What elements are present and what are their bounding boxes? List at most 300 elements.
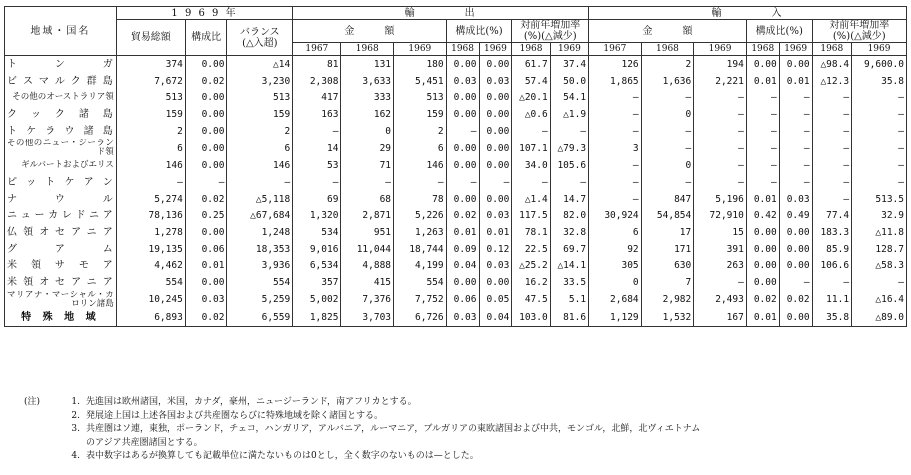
cell-i67: 1,865: [589, 73, 642, 90]
trade-table: [4, 6, 907, 327]
cell-total: 5,274: [116, 191, 185, 208]
cell-i67: —: [589, 174, 642, 191]
cell-e68: 951: [341, 224, 394, 241]
cell-e68: 333: [341, 89, 394, 106]
footnote-number: [60, 437, 86, 451]
cell-share: 0.03: [185, 291, 227, 309]
cell-total: 4,462: [116, 258, 185, 275]
cell-ig69: —: [852, 274, 907, 291]
cell-balance: 6,559: [227, 309, 293, 326]
cell-i67: 3: [589, 139, 642, 157]
cell-is69: —: [779, 139, 812, 157]
region-name: ビスマルク群島: [5, 73, 117, 90]
cell-es69: 0.00: [479, 106, 512, 123]
cell-eg69: △14.1: [550, 258, 588, 275]
table-row: [5, 157, 907, 174]
table-row: [5, 224, 907, 241]
cell-total: —: [116, 174, 185, 191]
footnote-text: 表中数字はあるが換算しても記載単位に満たないものは0とし，全く数字のないものは—とした。: [86, 451, 479, 461]
cell-share: 0.02: [185, 309, 227, 326]
cell-balance: 513: [227, 89, 293, 106]
cell-share: 0.00: [185, 106, 227, 123]
cell-eg68: 107.1: [512, 139, 550, 157]
cell-ig68: 11.1: [812, 291, 851, 309]
cell-e69: 78: [394, 191, 447, 208]
region-name: ト ケ ラ ウ 諸 島: [5, 123, 117, 140]
cell-eg69: 54.1: [550, 89, 588, 106]
table-row: [5, 174, 907, 191]
table-row: [5, 123, 907, 140]
cell-is68: —: [746, 89, 779, 106]
cell-e67: 1,320: [293, 208, 341, 225]
cell-e68: 11,044: [341, 241, 394, 258]
year-header: 1968: [512, 43, 550, 56]
cell-es68: 0.01: [446, 224, 479, 241]
cell-total: 513: [116, 89, 185, 106]
cell-e69: 4,199: [394, 258, 447, 275]
cell-ig69: —: [852, 106, 907, 123]
cell-is68: 0.00: [746, 274, 779, 291]
cell-i68: 171: [641, 241, 694, 258]
cell-es69: 0.03: [479, 208, 512, 225]
year-header: 1969: [694, 43, 747, 56]
table-row: [5, 191, 907, 208]
cell-i69: 72,910: [694, 208, 747, 225]
cell-ig69: 128.7: [852, 241, 907, 258]
region-name: 仏領オセアニア: [5, 224, 117, 241]
cell-ig68: △98.4: [812, 56, 851, 73]
cell-ig68: —: [812, 274, 851, 291]
cell-es68: 0.00: [446, 191, 479, 208]
cell-e67: 9,016: [293, 241, 341, 258]
cell-share: 0.02: [185, 73, 227, 90]
cell-es68: 0.03: [446, 309, 479, 326]
table-row: [5, 258, 907, 275]
cell-e69: 146: [394, 157, 447, 174]
cell-eg69: △1.9: [550, 106, 588, 123]
cell-eg68: △25.2: [512, 258, 550, 275]
cell-es69: 0.00: [479, 274, 512, 291]
cell-i68: 2,982: [641, 291, 694, 309]
footnote: [24, 437, 904, 451]
cell-balance: 6: [227, 139, 293, 157]
cell-es69: 0.03: [479, 258, 512, 275]
cell-e69: 180: [394, 56, 447, 73]
cell-i68: 1,636: [641, 73, 694, 90]
cell-e68: 71: [341, 157, 394, 174]
header-share: 構成比: [185, 20, 227, 56]
cell-ig69: △58.3: [852, 258, 907, 275]
cell-ig69: △16.4: [852, 291, 907, 309]
cell-is68: —: [746, 139, 779, 157]
cell-i68: 54,854: [641, 208, 694, 225]
region-name: ト ン ガ: [5, 56, 117, 73]
cell-e69: 6: [394, 139, 447, 157]
table-row: [5, 208, 907, 225]
header-balance: バランス (△入超): [227, 20, 293, 56]
cell-total: 19,135: [116, 241, 185, 258]
cell-is69: 0.49: [779, 208, 812, 225]
cell-ig68: 106.6: [812, 258, 851, 275]
cell-es69: —: [479, 174, 512, 191]
cell-es68: 0.00: [446, 139, 479, 157]
cell-es69: 0.00: [479, 89, 512, 106]
cell-e67: 534: [293, 224, 341, 241]
cell-eg69: 81.6: [550, 309, 588, 326]
cell-is68: 0.01: [746, 191, 779, 208]
cell-total: 6,893: [116, 309, 185, 326]
cell-es69: 0.12: [479, 241, 512, 258]
cell-balance: 159: [227, 106, 293, 123]
cell-e68: 0: [341, 123, 394, 140]
cell-i68: —: [641, 123, 694, 140]
cell-eg68: 57.4: [512, 73, 550, 90]
cell-eg68: △20.1: [512, 89, 550, 106]
cell-e67: 417: [293, 89, 341, 106]
cell-i67: 6: [589, 224, 642, 241]
cell-e67: 81: [293, 56, 341, 73]
year-header: 1969: [550, 43, 588, 56]
footnote-text: 先進国は欧州諸国，米国，カナダ，豪州，ニュージーランド，南アフリカとする。: [86, 397, 417, 407]
region-name: その他のニュー・ジーランド領: [5, 139, 117, 157]
cell-e67: 5,002: [293, 291, 341, 309]
cell-i67: 0: [589, 274, 642, 291]
cell-balance: 18,353: [227, 241, 293, 258]
cell-total: 2: [116, 123, 185, 140]
header-export-share: 構成比(%): [446, 20, 512, 43]
table-row: [5, 89, 907, 106]
table-row: [5, 56, 907, 73]
cell-eg68: △0.6: [512, 106, 550, 123]
cell-is68: 0.01: [746, 309, 779, 326]
cell-e69: 2: [394, 123, 447, 140]
cell-es68: —: [446, 174, 479, 191]
cell-is68: 0.01: [746, 73, 779, 90]
cell-eg69: 33.5: [550, 274, 588, 291]
region-name: ピ ッ ト ケ ア ン: [5, 174, 117, 191]
cell-e68: 3,633: [341, 73, 394, 90]
cell-i67: 1,129: [589, 309, 642, 326]
cell-es68: 0.03: [446, 73, 479, 90]
cell-ig68: 183.3: [812, 224, 851, 241]
cell-eg69: 14.7: [550, 191, 588, 208]
cell-i68: 0: [641, 106, 694, 123]
region-name: マリアナ・マーシャル・カロリン諸島: [5, 291, 117, 309]
table-row: [5, 274, 907, 291]
cell-e69: 554: [394, 274, 447, 291]
cell-is69: 0.00: [779, 309, 812, 326]
cell-ig68: —: [812, 89, 851, 106]
year-header: 1968: [812, 43, 851, 56]
cell-ig68: —: [812, 139, 851, 157]
region-name: グ ア ム: [5, 241, 117, 258]
footnote-number: 3.: [71, 424, 80, 434]
cell-i69: —: [694, 139, 747, 157]
cell-eg69: 37.4: [550, 56, 588, 73]
cell-balance: 2: [227, 123, 293, 140]
footnotes: [24, 396, 904, 464]
cell-eg69: 5.1: [550, 291, 588, 309]
cell-e69: 5,226: [394, 208, 447, 225]
cell-i69: —: [694, 89, 747, 106]
cell-total: 6: [116, 139, 185, 157]
cell-i68: 1,532: [641, 309, 694, 326]
cell-ig69: △11.8: [852, 224, 907, 241]
cell-eg69: 50.0: [550, 73, 588, 90]
region-name: ニューカレドニア: [5, 208, 117, 225]
footnote-number: 4.: [71, 451, 80, 461]
cell-balance: 5,259: [227, 291, 293, 309]
cell-is68: 0.00: [746, 241, 779, 258]
cell-es69: 0.05: [479, 291, 512, 309]
cell-es68: 0.00: [446, 89, 479, 106]
cell-i68: —: [641, 89, 694, 106]
region-name: ナ ウ ル: [5, 191, 117, 208]
cell-e68: 68: [341, 191, 394, 208]
footnote-label: (注): [24, 397, 41, 407]
cell-eg69: 32.8: [550, 224, 588, 241]
cell-es69: 0.01: [479, 224, 512, 241]
cell-ig68: —: [812, 123, 851, 140]
cell-es68: 0.02: [446, 208, 479, 225]
footnote: [24, 450, 904, 464]
region-name: その他のオーストラリア領: [5, 89, 117, 106]
cell-eg69: 82.0: [550, 208, 588, 225]
year-header: 1969: [852, 43, 907, 56]
cell-is69: 0.03: [779, 191, 812, 208]
cell-e67: 6,534: [293, 258, 341, 275]
cell-is68: —: [746, 174, 779, 191]
cell-e69: 18,744: [394, 241, 447, 258]
header-trade-total: 貿易総額: [116, 20, 185, 56]
cell-i67: 30,924: [589, 208, 642, 225]
cell-e69: 7,752: [394, 291, 447, 309]
cell-es68: 0.06: [446, 291, 479, 309]
footnote: [24, 410, 904, 424]
cell-e67: 1,825: [293, 309, 341, 326]
cell-share: 0.00: [185, 123, 227, 140]
cell-is68: 0.42: [746, 208, 779, 225]
cell-ig69: 35.8: [852, 73, 907, 90]
cell-is69: —: [779, 174, 812, 191]
cell-i67: —: [589, 123, 642, 140]
cell-share: 0.00: [185, 274, 227, 291]
cell-e68: 162: [341, 106, 394, 123]
year-header: 1968: [641, 43, 694, 56]
cell-es68: 0.00: [446, 106, 479, 123]
cell-i69: 391: [694, 241, 747, 258]
cell-ig68: △12.3: [812, 73, 851, 90]
cell-i67: 92: [589, 241, 642, 258]
cell-eg69: —: [550, 174, 588, 191]
cell-i67: 126: [589, 56, 642, 73]
cell-e67: 69: [293, 191, 341, 208]
cell-share: 0.00: [185, 89, 227, 106]
cell-ig69: 32.9: [852, 208, 907, 225]
cell-i68: —: [641, 139, 694, 157]
cell-e68: 415: [341, 274, 394, 291]
cell-i69: 263: [694, 258, 747, 275]
table-body: [5, 56, 907, 327]
cell-i68: 2: [641, 56, 694, 73]
cell-e68: 131: [341, 56, 394, 73]
cell-is68: 0.02: [746, 291, 779, 309]
cell-balance: △14: [227, 56, 293, 73]
cell-i67: —: [589, 157, 642, 174]
cell-e69: 159: [394, 106, 447, 123]
cell-share: 0.02: [185, 191, 227, 208]
cell-share: 0.06: [185, 241, 227, 258]
cell-es69: 0.00: [479, 56, 512, 73]
cell-i68: 847: [641, 191, 694, 208]
cell-i67: 305: [589, 258, 642, 275]
cell-eg68: 34.0: [512, 157, 550, 174]
cell-ig68: 35.8: [812, 309, 851, 326]
cell-balance: 554: [227, 274, 293, 291]
cell-share: 0.00: [185, 139, 227, 157]
cell-eg68: 16.2: [512, 274, 550, 291]
cell-es68: 0.09: [446, 241, 479, 258]
cell-e67: 2,308: [293, 73, 341, 90]
table-row: [5, 309, 907, 326]
cell-balance: △67,684: [227, 208, 293, 225]
cell-share: —: [185, 174, 227, 191]
footnote-text: 発展途上国は上述各国および共産圏ならびに特殊地域を除く諸国とする。: [86, 410, 384, 421]
cell-balance: 1,248: [227, 224, 293, 241]
cell-eg69: 69.7: [550, 241, 588, 258]
cell-es68: 0.00: [446, 157, 479, 174]
cell-is68: 0.00: [746, 258, 779, 275]
cell-es69: 0.00: [479, 123, 512, 140]
cell-total: 1,278: [116, 224, 185, 241]
cell-is69: —: [779, 123, 812, 140]
cell-total: 78,136: [116, 208, 185, 225]
cell-i67: —: [589, 89, 642, 106]
cell-share: 0.00: [185, 157, 227, 174]
year-header: 1968: [746, 43, 779, 56]
cell-i68: 17: [641, 224, 694, 241]
cell-eg68: —: [512, 174, 550, 191]
header-region: 地域・国名: [5, 7, 117, 56]
cell-ig69: —: [852, 157, 907, 174]
region-name: ギルバートおよびエリス: [5, 157, 117, 174]
cell-total: 554: [116, 274, 185, 291]
region-name: 米領オセアニア: [5, 274, 117, 291]
cell-share: 0.25: [185, 208, 227, 225]
cell-balance: 146: [227, 157, 293, 174]
cell-balance: 3,936: [227, 258, 293, 275]
cell-is69: —: [779, 89, 812, 106]
cell-eg68: △1.4: [512, 191, 550, 208]
cell-es68: 0.00: [446, 56, 479, 73]
cell-balance: —: [227, 174, 293, 191]
header-export-growth: 対前年増加率 (%)(△減少): [512, 20, 589, 43]
cell-is69: 0.00: [779, 56, 812, 73]
cell-e69: 1,263: [394, 224, 447, 241]
table-row: [5, 291, 907, 309]
cell-ig68: —: [812, 191, 851, 208]
cell-total: 159: [116, 106, 185, 123]
cell-is68: —: [746, 106, 779, 123]
cell-share: 0.00: [185, 56, 227, 73]
cell-i69: —: [694, 157, 747, 174]
cell-i69: 2,493: [694, 291, 747, 309]
year-header: 1967: [589, 43, 642, 56]
cell-i69: 167: [694, 309, 747, 326]
footnote-number: 2.: [71, 410, 80, 421]
cell-total: 146: [116, 157, 185, 174]
cell-ig69: —: [852, 89, 907, 106]
year-header: 1969: [394, 43, 447, 56]
cell-share: 0.01: [185, 258, 227, 275]
header-1969: 1 9 6 9 年: [116, 7, 292, 20]
cell-e68: 3,703: [341, 309, 394, 326]
table-row: [5, 241, 907, 258]
header-export-amount: 金 額: [293, 20, 446, 43]
cell-i68: 630: [641, 258, 694, 275]
cell-i67: 2,684: [589, 291, 642, 309]
header-imports: 輸 入: [589, 7, 907, 20]
cell-es69: 0.04: [479, 309, 512, 326]
cell-ig68: —: [812, 106, 851, 123]
cell-is69: 0.00: [779, 258, 812, 275]
cell-balance: 3,230: [227, 73, 293, 90]
cell-e69: 513: [394, 89, 447, 106]
cell-e69: —: [394, 174, 447, 191]
cell-eg68: 103.0: [512, 309, 550, 326]
cell-i69: —: [694, 174, 747, 191]
cell-i68: —: [641, 174, 694, 191]
year-header: 1967: [293, 43, 341, 56]
cell-eg69: —: [550, 123, 588, 140]
cell-i69: —: [694, 106, 747, 123]
year-header: 1969: [479, 43, 512, 56]
cell-es68: 0.04: [446, 258, 479, 275]
cell-is69: —: [779, 274, 812, 291]
cell-total: 374: [116, 56, 185, 73]
cell-i69: 5,196: [694, 191, 747, 208]
table-row: [5, 106, 907, 123]
cell-es69: 0.00: [479, 139, 512, 157]
cell-es68: 0.00: [446, 274, 479, 291]
header-import-share: 構成比(%): [746, 20, 812, 43]
cell-share: 0.00: [185, 224, 227, 241]
cell-e69: 6,726: [394, 309, 447, 326]
footnote-text: のアジア共産圏諸国とする。: [86, 437, 203, 448]
cell-ig69: —: [852, 174, 907, 191]
cell-e67: 53: [293, 157, 341, 174]
footnote: [24, 396, 904, 410]
cell-e69: 5,451: [394, 73, 447, 90]
cell-eg68: —: [512, 123, 550, 140]
cell-i68: 7: [641, 274, 694, 291]
cell-e68: 7,376: [341, 291, 394, 309]
cell-ig69: 9,600.0: [852, 56, 907, 73]
cell-e67: —: [293, 174, 341, 191]
cell-is69: 0.00: [779, 224, 812, 241]
cell-is68: —: [746, 157, 779, 174]
cell-i69: —: [694, 274, 747, 291]
cell-e68: 4,888: [341, 258, 394, 275]
cell-ig69: —: [852, 139, 907, 157]
cell-balance: △5,118: [227, 191, 293, 208]
cell-i68: 0: [641, 157, 694, 174]
cell-eg68: 22.5: [512, 241, 550, 258]
header-exports: 輸 出: [293, 7, 589, 20]
cell-ig68: —: [812, 157, 851, 174]
region-name: 特 殊 地 域: [5, 309, 117, 326]
cell-is69: —: [779, 106, 812, 123]
